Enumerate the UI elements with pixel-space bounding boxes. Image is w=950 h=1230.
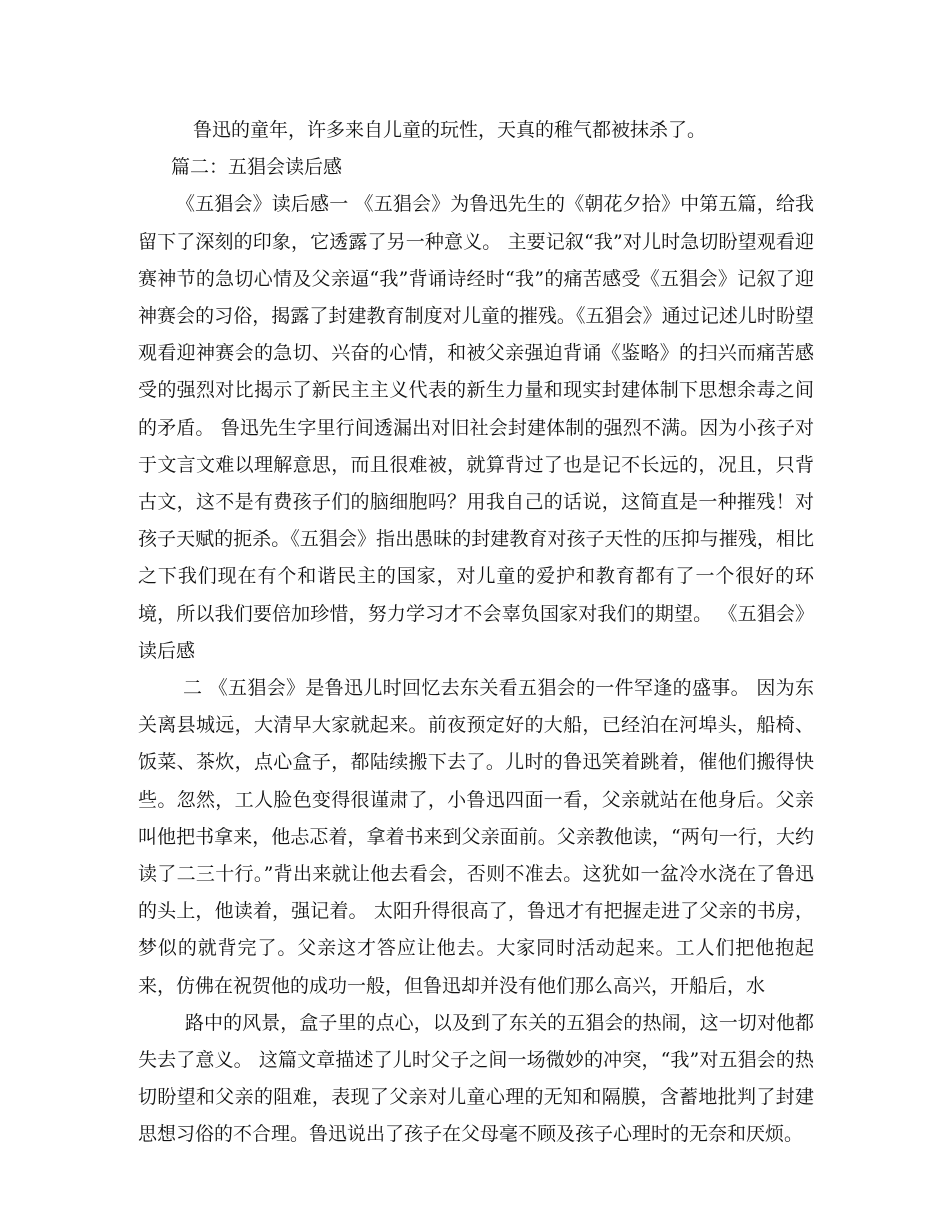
paragraph-intro: 鲁迅的童年，许多来自儿童的玩性，天真的稚气都被抹杀了。 <box>193 119 707 141</box>
paragraph-review-two: 二 《五猖会》是鲁迅儿时回忆去东关看五猖会的一件罕逢的盛事。 因为东关离县城远，大清早大家就起来。前夜预定好的大船，已经泊在河埠头，船椅、饭菜、茶炊，点心盒子，都陆续搬下去了。儿时的鲁迅笑着跳着，催他们搬得快些。忽然，工人脸色变得很谨肃了，小鲁迅四面一看，父亲就站在他身后。父亲叫他把书拿来，他忐忑着，拿着书来到父亲面前。父亲教他读，“两句一行，大约读了二三十行。”背出来就让他去看会，否则不准去。这犹如一盆冷水浇在了鲁迅的头上，他读着，强记着。 太阳升得很高了，鲁迅才有把握走进了父亲的书房，梦似的就背完了。父亲这才答应让他去。大家同时活动起来。工人们把他抱起来，仿佛在祝贺他的成功一般，但鲁迅却并没有他们那么高兴，开船后，水 <box>138 677 814 997</box>
document-body <box>138 112 814 1154</box>
paragraph-review-one: 《五猖会》读后感一 《五猖会》为鲁迅先生的《朝花夕拾》中第五篇，给我留下了深刻的印象，它透露了另一种意义。 主要记叙“我”对儿时急切盼望观看迎赛神节的急切心情及父亲逼“我”背诵诗经时“我”的痛苦感受《五猖会》记叙了迎神赛会的习俗，揭露了封建教育制度对儿童的摧残。《五猖会》通过记述儿时盼望观看迎神赛会的急切、兴奋的心情，和被父亲强迫背诵《鉴略》的扫兴而痛苦感受的强烈对比揭示了新民主主义代表的新生力量和现实封建体制下思想余毒之间的矛盾。 鲁迅先生字里行间透漏出对旧社会封建体制的强烈不满。因为小孩子对于文言文难以理解意思，而且很难被，就算背过了也是记不长远的，况且，只背古文，这不是有费孩子们的脑细胞吗？用我自己的话说，这简直是一种摧残！对孩子天赋的扼杀。《五猖会》指出愚昧的封建教育对孩子天性的压抑与摧残，相比之下我们现在有个和谐民主的国家，对儿童的爱护和教育都有了一个很好的环境，所以我们要倍加珍惜，努力学习才不会辜负国家对我们的期望。 《五猖会》读后感 <box>138 193 814 662</box>
section-heading: 篇二：五猖会读后感 <box>171 156 343 179</box>
paragraph-conclusion: 路中的风景，盒子里的点心，以及到了东关的五猖会的热闹，这一切对他都失去了意义。 这篇文章描述了儿时父子之间一场微妙的冲突，“我”对五猖会的热切盼望和父亲的阻难，表现了父亲对儿童心理的无知和隔膜，含蓄地批判了封建思想习俗的不合理。鲁迅说出了孩子在父母毫不顾及孩子心理时的无奈和厌烦。 <box>138 1011 814 1146</box>
